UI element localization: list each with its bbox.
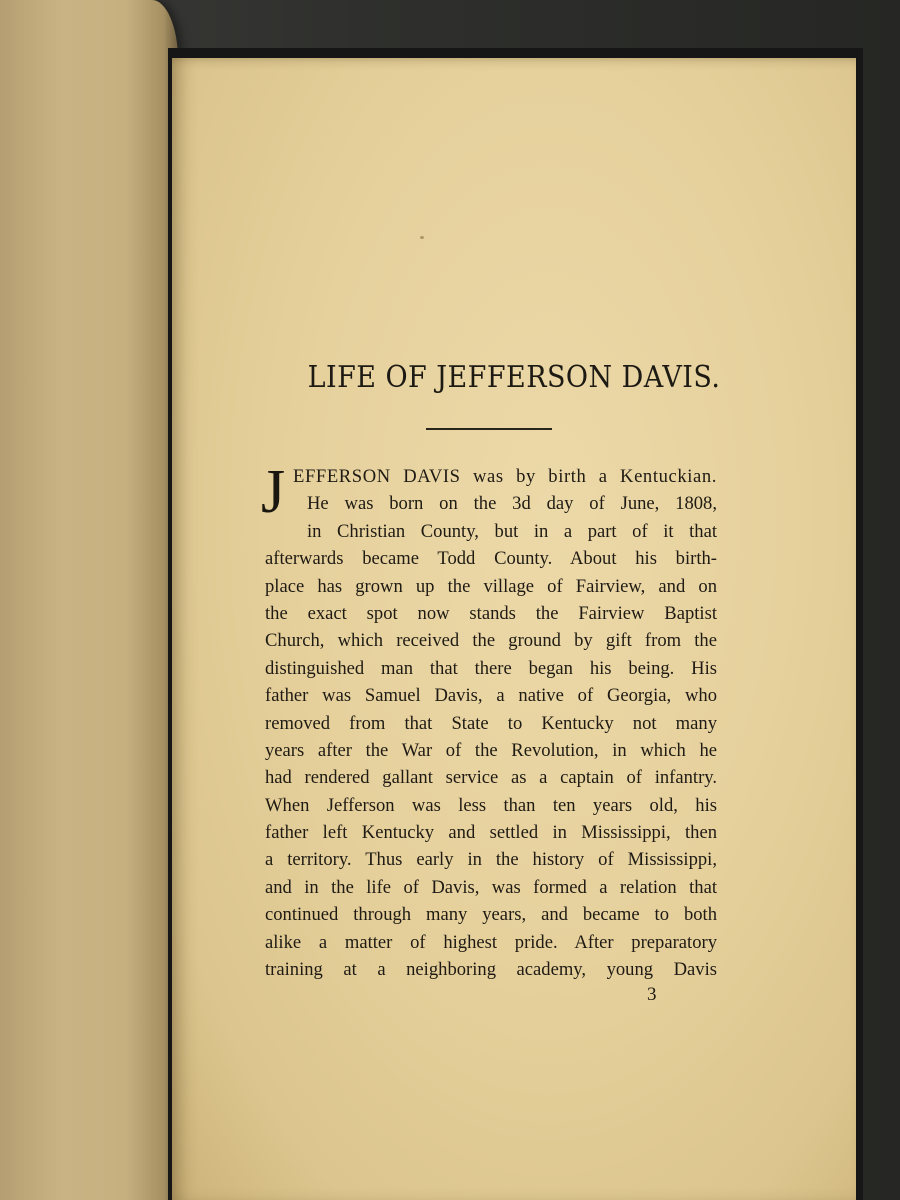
left-page <box>0 0 178 1200</box>
text-line: in Christian County, but in a part of it that <box>307 520 717 542</box>
text-line: continued through many years, and became to both <box>265 904 717 926</box>
text-line: distinguished man that there began his being. His <box>265 657 717 679</box>
text-line: training at a neighboring academy, young Davis <box>265 959 717 981</box>
body-text <box>261 458 717 983</box>
text-line: removed from that State to Kentucky not many <box>265 712 717 734</box>
text-line: He was born on the 3d day of June, 1808, <box>307 493 717 515</box>
text-line: the exact spot now stands the Fairview Baptist <box>265 602 717 624</box>
text-line: had rendered gallant service as a captain of infantry. <box>265 767 717 789</box>
text-line: afterwards became Todd County. About his birth- <box>265 548 717 570</box>
right-page <box>172 58 856 1200</box>
text-line: Church, which received the ground by gift from the <box>265 630 717 652</box>
text-line: father left Kentucky and settled in Mississippi, then <box>265 822 717 844</box>
text-line: years after the War of the Revolution, in which he <box>265 739 717 761</box>
page-number: 3 <box>647 984 657 1005</box>
text-line: a territory. Thus early in the history of Mississippi, <box>265 849 717 871</box>
paper-speck <box>420 236 424 239</box>
text-line: When Jefferson was less than ten years old, his <box>265 794 717 816</box>
drop-cap: J <box>261 458 286 526</box>
chapter-title: LIFE OF JEFFERSON DAVIS. <box>307 360 721 395</box>
text-line: and in the life of Davis, was formed a relation that <box>265 876 717 898</box>
title-rule <box>426 428 552 430</box>
text-line: EFFERSON DAVIS was by birth a Kentuckian. <box>293 466 717 487</box>
text-line: father was Samuel Davis, a native of Georgia, who <box>265 685 717 707</box>
text-line: alike a matter of highest pride. After preparatory <box>265 931 717 953</box>
text-line: place has grown up the village of Fairview, and on <box>265 575 717 597</box>
